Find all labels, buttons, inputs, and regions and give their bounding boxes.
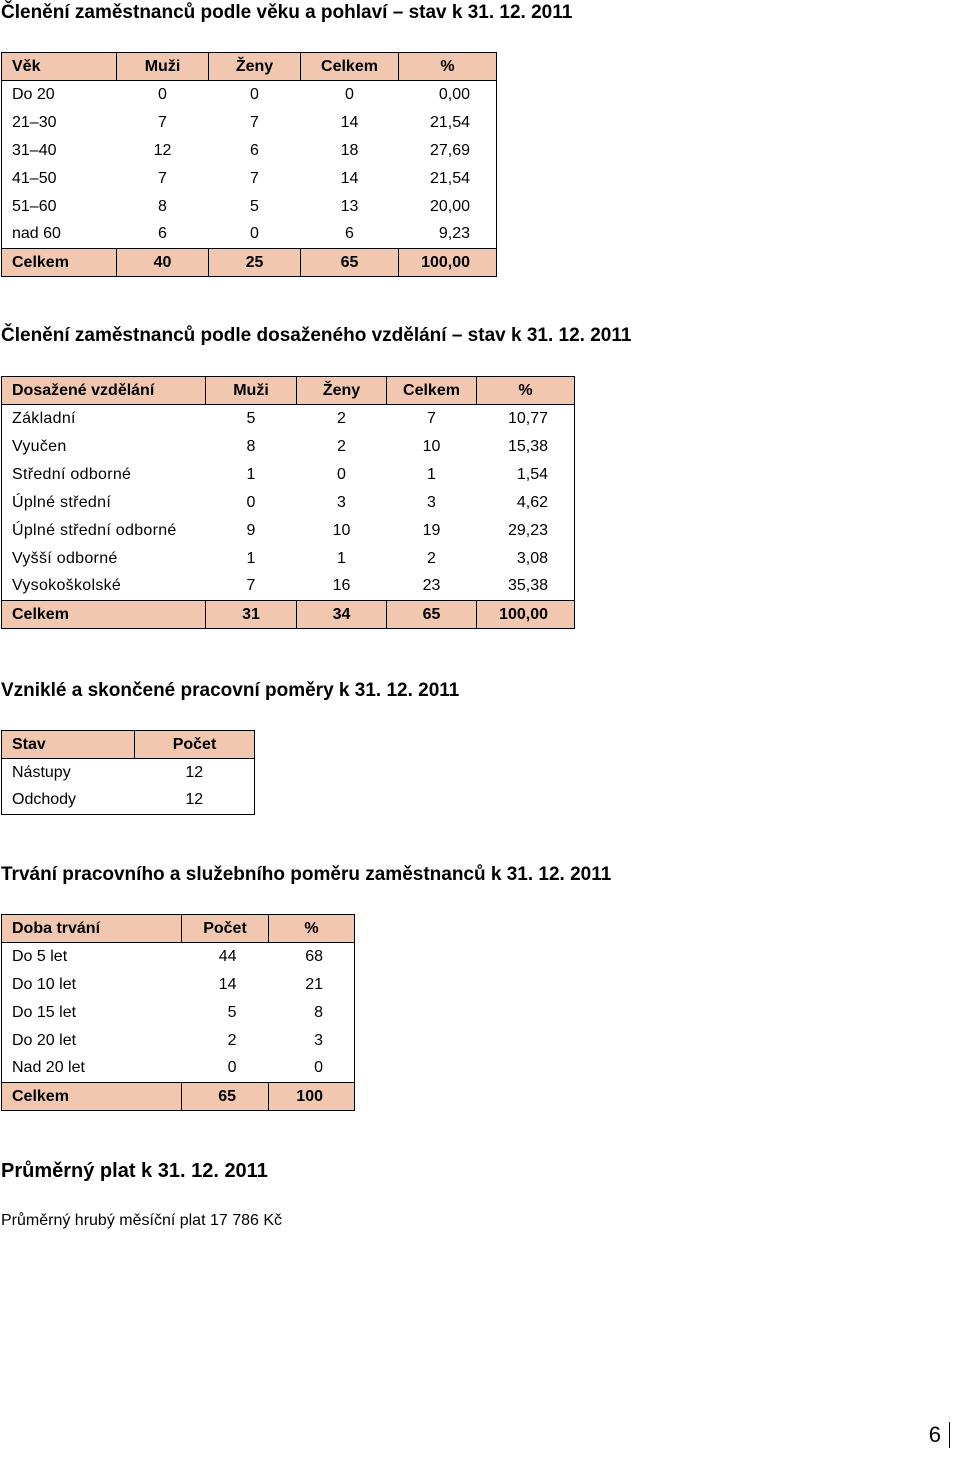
table-cell: 2 [337, 409, 346, 427]
table-cell: 9 [246, 521, 256, 539]
table-cell: 14 [218, 975, 237, 993]
table-cell: 3 [427, 493, 436, 511]
table-cell: 18 [340, 141, 359, 159]
table-cell: 12 [135, 759, 255, 787]
total-cell: 65 [387, 601, 477, 629]
table-cell: 3 [337, 493, 346, 511]
table-row [2, 759, 255, 787]
age-table [1, 52, 497, 277]
table-cell: 13 [340, 197, 359, 215]
table-row [2, 221, 497, 249]
table-cell: 21,54 [399, 165, 497, 193]
page-number: 6 [929, 1422, 950, 1448]
total-cell: 40 [117, 249, 209, 277]
table-cell: 12 [135, 787, 255, 815]
table-cell: 14 [340, 113, 359, 131]
table-row [2, 165, 497, 193]
header-cell: % [269, 915, 355, 943]
table-cell: 0 [337, 465, 346, 483]
table-cell: 0 [345, 85, 354, 103]
salary-title: Průměrný plat k 31. 12. 2011 [1, 1160, 268, 1182]
table-cell: 8 [246, 437, 256, 455]
table-cell: 44 [218, 947, 237, 965]
table-row [2, 137, 497, 165]
table-cell: 10 [422, 437, 441, 455]
table-cell: 0 [269, 1055, 355, 1083]
total-cell: 65 [301, 249, 399, 277]
table-cell: 41–50 [2, 165, 117, 193]
table-row [2, 1027, 355, 1055]
table-total-row [2, 601, 575, 629]
table-cell: Do 15 let [2, 999, 182, 1027]
table-total-row [2, 1083, 355, 1111]
table-cell: 21–30 [2, 109, 117, 137]
table-cell: 8 [158, 197, 167, 215]
table-cell: Do 10 let [2, 971, 182, 999]
table-cell: Základní [2, 405, 206, 433]
table-row [2, 405, 575, 433]
table-header-row [2, 53, 497, 81]
table-cell: 1 [246, 549, 256, 567]
table-header-row [2, 915, 355, 943]
table-cell: 31–40 [2, 137, 117, 165]
header-cell: Ženy [297, 377, 387, 405]
header-cell: % [399, 53, 497, 81]
table-row [2, 81, 497, 109]
table-cell: Vysokoškolské [2, 573, 206, 601]
table-cell: 7 [250, 113, 259, 131]
table-cell: 0 [250, 225, 259, 243]
table-cell: 7 [158, 113, 167, 131]
header-cell: Dosažené vzdělání [2, 377, 206, 405]
table-cell: 6 [250, 141, 259, 159]
table-cell: 0 [250, 85, 259, 103]
table-cell: 7 [246, 577, 256, 595]
table-cell: Střední odborné [2, 461, 206, 489]
table-row [2, 545, 575, 573]
table-cell: 1 [246, 465, 256, 483]
table-cell: 2 [337, 437, 346, 455]
table-row [2, 999, 355, 1027]
table-cell: Nástupy [2, 759, 135, 787]
table-cell: 12 [153, 141, 172, 159]
table-cell: 29,23 [477, 517, 575, 545]
table-header-row [2, 731, 255, 759]
table-cell: 68 [269, 943, 355, 971]
header-cell: Muži [206, 377, 297, 405]
table-cell: 35,38 [477, 573, 575, 601]
table-cell: 2 [227, 1031, 237, 1049]
header-cell: Muži [117, 53, 209, 81]
table-cell: Úplné střední odborné [2, 517, 206, 545]
table-cell: 7 [427, 409, 436, 427]
table-cell: 0 [246, 493, 256, 511]
table-row [2, 461, 575, 489]
table-cell: 1,54 [477, 461, 575, 489]
table-total-row [2, 249, 497, 277]
salary-text: Průměrný hrubý měsíční plat 17 786 Kč [1, 1212, 283, 1229]
table-row [2, 433, 575, 461]
total-cell: Celkem [2, 249, 117, 277]
total-cell: Celkem [2, 601, 206, 629]
table-cell: Do 5 let [2, 943, 182, 971]
table-cell: 20,00 [399, 193, 497, 221]
table-cell: Nad 20 let [2, 1055, 182, 1083]
total-cell: 31 [206, 601, 297, 629]
table-cell: 6 [158, 225, 167, 243]
table-cell: Do 20 let [2, 1027, 182, 1055]
table-cell: 21,54 [399, 109, 497, 137]
table-cell: 8 [269, 999, 355, 1027]
total-cell: 100 [269, 1083, 355, 1111]
table-cell: 23 [422, 577, 441, 595]
table-row [2, 489, 575, 517]
table-cell: Vyučen [2, 433, 206, 461]
header-cell: Celkem [387, 377, 477, 405]
table-cell: 1 [337, 549, 346, 567]
relations-table-title: Vzniklé a skončené pracovní poměry k 31. 12. 2011 [1, 680, 460, 701]
table-cell: 5 [250, 197, 259, 215]
table-row [2, 109, 497, 137]
table-cell: Úplné střední [2, 489, 206, 517]
table-cell: 0 [227, 1059, 237, 1077]
education-table-title: Členění zaměstnanců podle dosaženého vzdělání – stav k 31. 12. 2011 [1, 325, 632, 346]
table-cell: 9,23 [399, 221, 497, 249]
table-row [2, 943, 355, 971]
age-table-title: Členění zaměstnanců podle věku a pohlaví – stav k 31. 12. 2011 [1, 2, 573, 23]
total-cell: 100,00 [477, 601, 575, 629]
table-cell: 0 [158, 85, 167, 103]
duration-table-title: Trvání pracovního a služebního poměru zaměstnanců k 31. 12. 2011 [1, 864, 612, 885]
header-cell: Stav [2, 731, 135, 759]
education-table [1, 376, 575, 629]
total-cell: 100,00 [399, 249, 497, 277]
table-cell: 7 [158, 169, 167, 187]
table-cell: 5 [246, 409, 256, 427]
table-cell: nad 60 [2, 221, 117, 249]
header-cell: % [477, 377, 575, 405]
table-cell: Odchody [2, 787, 135, 815]
total-cell: 25 [209, 249, 301, 277]
total-cell: Celkem [2, 1083, 182, 1111]
header-cell: Celkem [301, 53, 399, 81]
table-cell: 0,00 [399, 81, 497, 109]
table-cell: 27,69 [399, 137, 497, 165]
header-cell: Ženy [209, 53, 301, 81]
table-row [2, 517, 575, 545]
table-cell: 21 [269, 971, 355, 999]
table-cell: 15,38 [477, 433, 575, 461]
table-cell: 5 [227, 1003, 237, 1021]
duration-table [1, 914, 355, 1111]
table-row [2, 1055, 355, 1083]
header-cell: Věk [2, 53, 117, 81]
table-cell: 6 [345, 225, 354, 243]
table-cell: 10 [332, 521, 351, 539]
table-row [2, 971, 355, 999]
table-cell: 51–60 [2, 193, 117, 221]
header-cell: Počet [182, 915, 269, 943]
table-cell: 3,08 [477, 545, 575, 573]
table-cell: 3 [269, 1027, 355, 1055]
relations-table [1, 730, 255, 815]
table-cell: 2 [427, 549, 436, 567]
table-cell: Vyšší odborné [2, 545, 206, 573]
table-cell: Do 20 [2, 81, 117, 109]
total-cell: 65 [182, 1083, 269, 1111]
table-header-row [2, 377, 575, 405]
table-cell: 16 [332, 577, 351, 595]
table-cell: 19 [422, 521, 441, 539]
table-cell: 4,62 [477, 489, 575, 517]
table-cell: 7 [250, 169, 259, 187]
header-cell: Počet [135, 731, 255, 759]
table-cell: 10,77 [477, 405, 575, 433]
table-row [2, 573, 575, 601]
table-row [2, 787, 255, 815]
table-cell: 1 [427, 465, 436, 483]
table-row [2, 193, 497, 221]
table-cell: 14 [340, 169, 359, 187]
header-cell: Doba trvání [2, 915, 182, 943]
total-cell: 34 [297, 601, 387, 629]
